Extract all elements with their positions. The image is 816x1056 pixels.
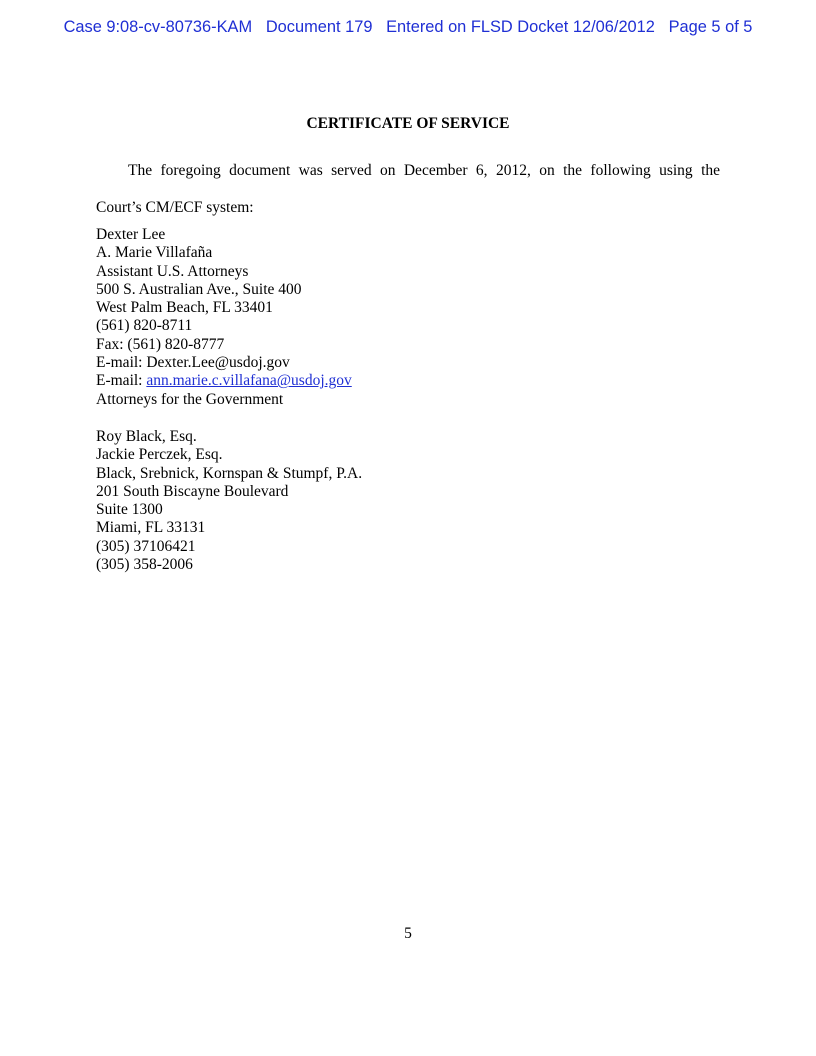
service-statement-line-2: Court’s CM/ECF system: xyxy=(96,199,254,216)
def-attorney-name-1: Roy Black, Esq. xyxy=(96,428,197,445)
def-city-state-zip: Miami, FL 33131 xyxy=(96,519,206,537)
gov-street-address: 500 S. Australian Ave., Suite 400 xyxy=(96,280,302,298)
gov-fax: Fax: (561) 820-8777 xyxy=(96,335,225,353)
def-firm-name: Black, Srebnick, Kornspan & Stumpf, P.A. xyxy=(96,464,363,482)
gov-role: Attorneys for the Government xyxy=(96,390,284,408)
def-street-address: 201 South Biscayne Boulevard xyxy=(96,482,289,500)
gov-email-2-link[interactable]: ann.marie.c.villafana@usdoj.gov xyxy=(146,372,352,390)
service-statement xyxy=(96,152,720,226)
def-attorney-name-2: Jackie Perczek, Esq. xyxy=(96,446,223,464)
gov-city-state-zip: West Palm Beach, FL 33401 xyxy=(96,299,273,317)
page-number: 5 xyxy=(404,925,412,942)
def-suite: Suite 1300 xyxy=(96,501,163,519)
def-phone-2: (305) 358-2006 xyxy=(96,556,193,574)
gov-attorney-title: Assistant U.S. Attorneys xyxy=(96,262,249,280)
docket-page-count: Page 5 of 5 xyxy=(668,18,753,36)
gov-email-2-line xyxy=(96,372,352,390)
service-statement-line-1: The foregoing document was served on December 6, 2012, on the following using the xyxy=(128,162,720,179)
gov-attorney-name-1: Dexter Lee xyxy=(96,226,166,243)
gov-email-1: E-mail: Dexter.Lee@usdoj.gov xyxy=(96,354,290,372)
government-counsel-block xyxy=(96,226,352,409)
gov-email-2-label: E-mail: xyxy=(96,372,147,390)
docket-case-number: Case 9:08-cv-80736-KAM xyxy=(63,18,253,36)
docket-document-number: Document 179 xyxy=(265,18,373,36)
certificate-title: CERTIFICATE OF SERVICE xyxy=(306,115,510,132)
docket-entered-date: Entered on FLSD Docket 12/06/2012 xyxy=(386,18,655,36)
defense-counsel-block xyxy=(96,428,362,574)
def-phone-1: (305) 37106421 xyxy=(96,537,196,555)
docket-header xyxy=(0,17,816,37)
gov-phone: (561) 820-8711 xyxy=(96,317,193,335)
gov-attorney-name-2: A. Marie Villafaña xyxy=(96,244,213,262)
